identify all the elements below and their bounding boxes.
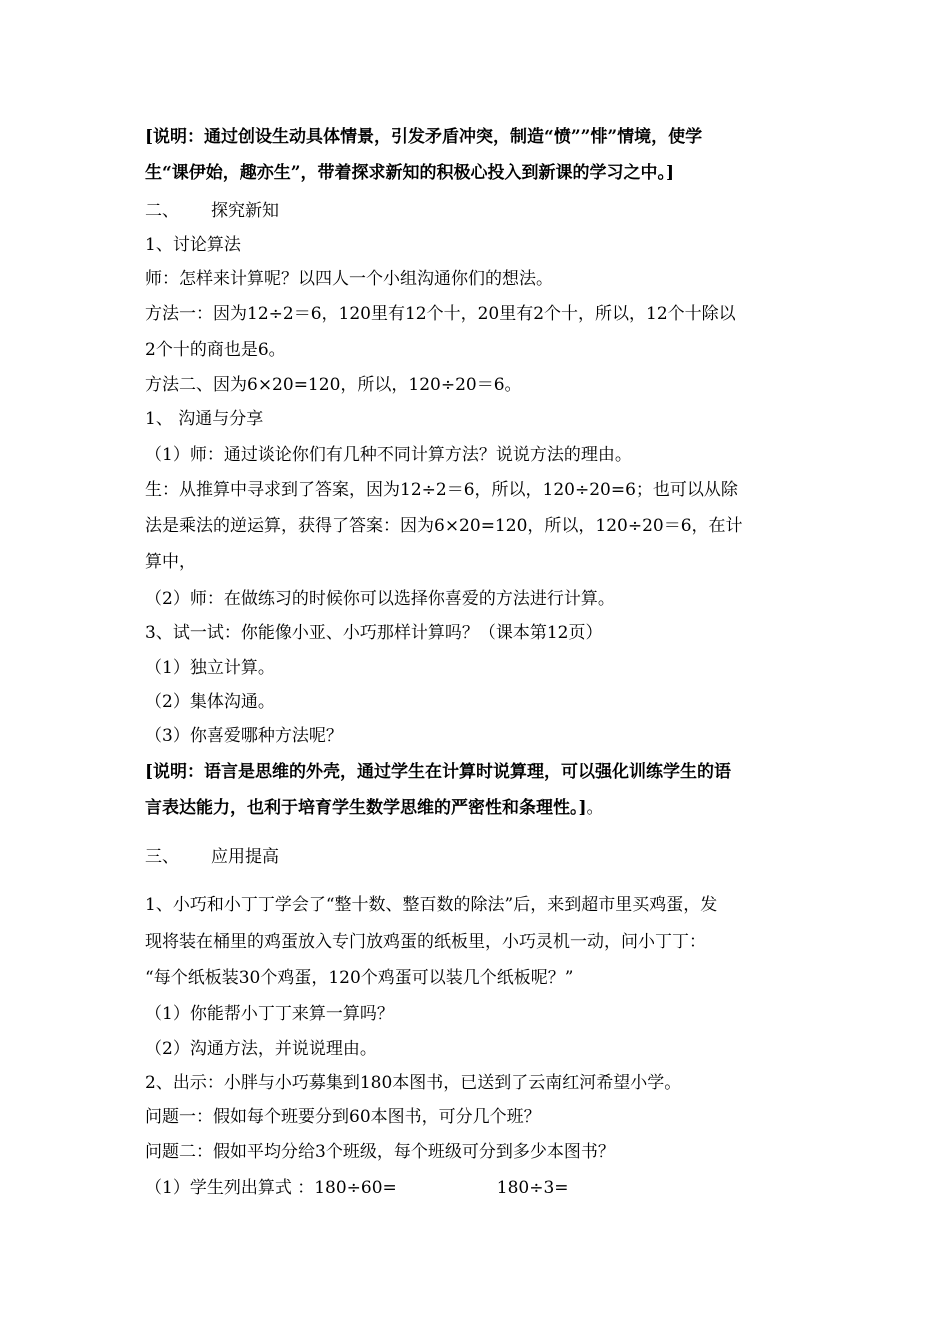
teacher-question-3: （2）师：在做练习的时候你可以选择你喜爱的方法进行计算。 <box>145 589 615 609</box>
section-2-number: 二、 <box>145 201 179 221</box>
subheading-try: 3、试一试：你能像小亚、小巧那样计算吗？（课本第12页） <box>145 623 603 643</box>
problem-1-question-2: （2）沟通方法，并说说理由。 <box>145 1039 377 1059</box>
teacher-question-1: 师：怎样来计算呢？以四人一个小组沟通你们的想法。 <box>145 269 553 289</box>
problem-1-question-1: （1）你能帮小丁丁来算一算吗？ <box>145 1004 394 1024</box>
section-2-title: 探究新知 <box>211 201 279 221</box>
problem-1-line-1: 1、小巧和小丁丁学会了“整十数、整百数的除法”后，来到超市里买鸡蛋，发 <box>145 895 718 915</box>
formula-label: （1）学生列出算式 ：180÷60= <box>145 1178 397 1198</box>
formula-2: 180÷3= <box>496 1178 569 1198</box>
subheading-share: 1、 沟通与分享 <box>145 409 264 429</box>
note-2-line-2 <box>145 796 815 820</box>
section-3-heading <box>145 845 815 869</box>
section-3-title: 应用提高 <box>211 847 279 867</box>
try-step-2: （2）集体沟通。 <box>145 692 275 712</box>
subheading-discuss: 1、讨论算法 <box>145 235 241 255</box>
student-answer-line-2: 法是乘法的逆运算，获得了答案：因为6×20=120，所以，120÷20＝6，在计 <box>145 516 743 536</box>
section-2-heading <box>145 199 815 223</box>
try-step-1: （1）独立计算。 <box>145 658 275 678</box>
note-1-line-1: [说明：通过创设生动具体情景，引发矛盾冲突，制造“愤””悱”情境，使学 <box>145 127 703 147</box>
problem-2-question-2: 问题二：假如平均分给3个班级，每个班级可分到多少本图书？ <box>145 1142 615 1162</box>
try-step-3: （3）你喜爱哪种方法呢？ <box>145 726 343 746</box>
teacher-question-2: （1）师：通过谈论你们有几种不同计算方法？说说方法的理由。 <box>145 445 632 465</box>
section-3-number: 三、 <box>145 847 179 867</box>
formula-line <box>145 1176 815 1200</box>
method-1-line-2: 2个十的商也是6。 <box>145 340 286 360</box>
problem-2-intro: 2、出示：小胖与小巧募集到180本图书，已送到了云南红河希望小学。 <box>145 1073 682 1093</box>
problem-2-question-1: 问题一：假如每个班要分到60本图书，可分几个班？ <box>145 1107 541 1127</box>
student-answer-line-3: 算中， <box>145 552 196 572</box>
student-answer-line-1: 生：从推算中寻求到了答案，因为12÷2＝6，所以，120÷20=6；也可以从除 <box>145 480 738 500</box>
method-2: 方法二、因为6×20=120，所以，120÷20＝6。 <box>145 375 522 395</box>
problem-1-line-3: “每个纸板装30个鸡蛋，120个鸡蛋可以装几个纸板呢？” <box>145 968 574 988</box>
method-1-line-1: 方法一：因为12÷2＝6，120里有12个十，20里有2个十，所以，12个十除以 <box>145 304 736 324</box>
note-2-line-2-tail: 。 <box>586 798 604 818</box>
problem-1-line-2: 现将装在桶里的鸡蛋放入专门放鸡蛋的纸板里，小巧灵机一动，问小丁丁： <box>145 932 706 952</box>
note-1-line-2: 生“课伊始，趣亦生”，带着探求新知的积极心投入到新课的学习之中。] <box>145 163 675 183</box>
note-2-line-1: [说明：语言是思维的外壳，通过学生在计算时说算理，可以强化训练学生的语 <box>145 762 732 782</box>
note-2-line-2-text: 言表达能力，也利于培育学生数学思维的严密性和条理性。] <box>145 798 587 818</box>
